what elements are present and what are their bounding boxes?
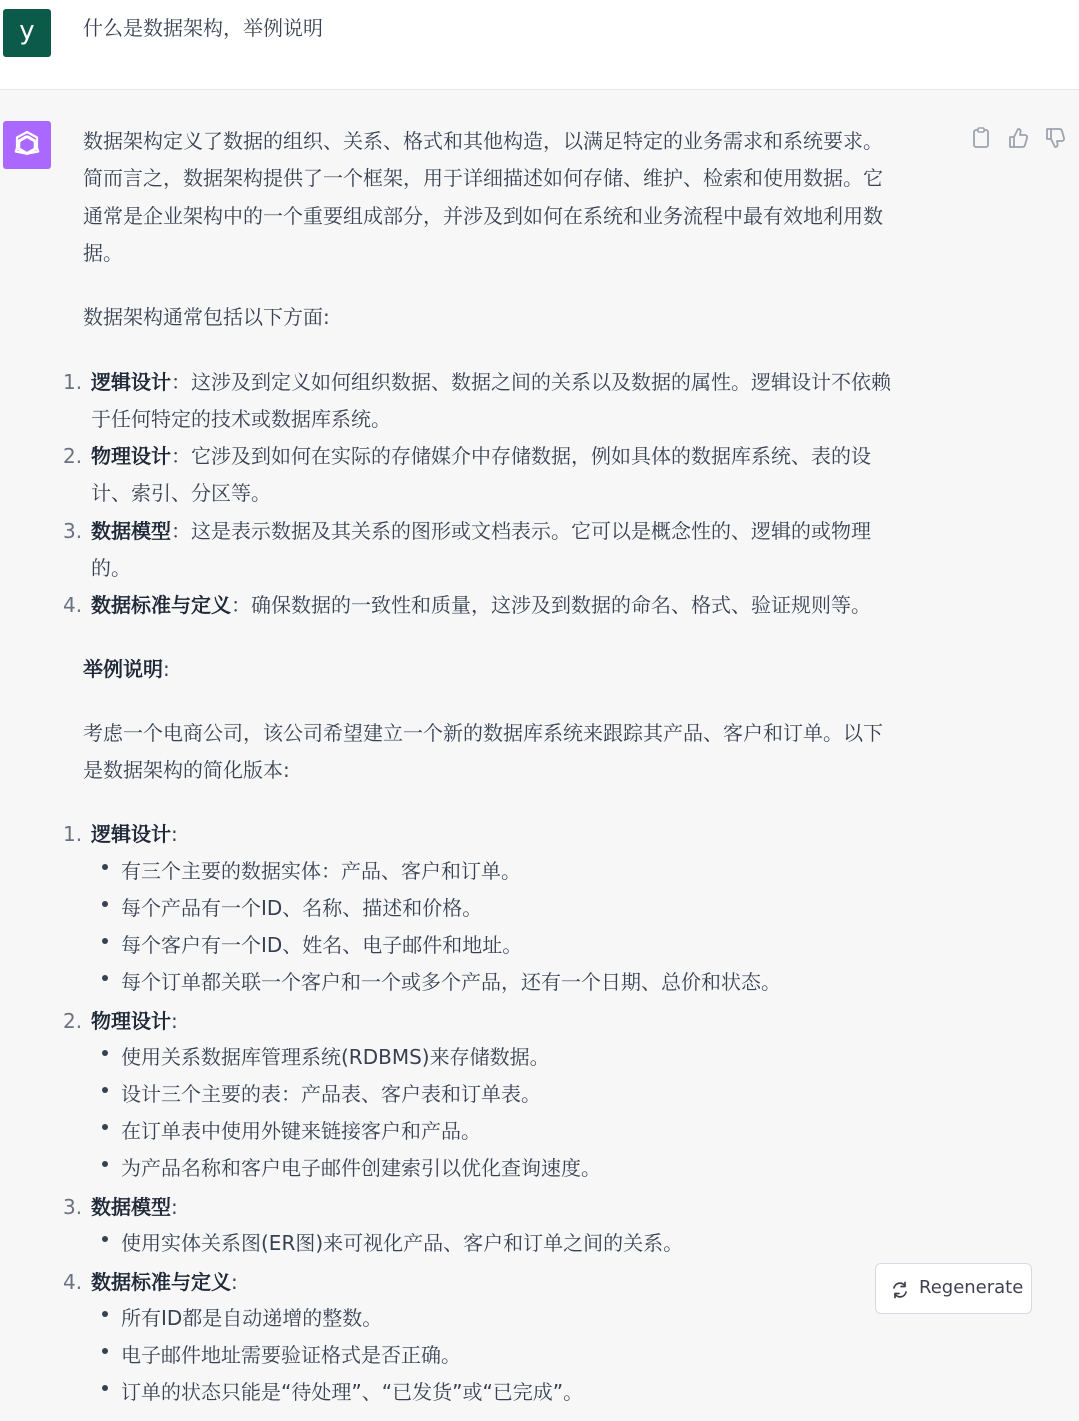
bullet-item: 每个产品有一个ID、名称、描述和价格。 <box>121 896 483 920</box>
bullet-item: 有三个主要的数据实体：产品、客户和订单。 <box>121 859 521 883</box>
bullet-dot <box>102 938 108 944</box>
intro-line: 通常是企业架构中的一个重要组成部分，并涉及到如何在系统和业务流程中最有效地利用数 <box>83 204 883 228</box>
bullet-item: 设计三个主要的表：产品表、客户表和订单表。 <box>121 1082 541 1106</box>
user-avatar: y <box>3 9 51 57</box>
list-number: 2. <box>63 1009 83 1033</box>
intro-line: 简而言之，数据架构提供了一个框架，用于详细描述如何存储、维护、检索和使用数据。它 <box>83 166 883 190</box>
list-item-cont: 的。 <box>91 556 131 580</box>
intro-line: 据。 <box>83 241 123 265</box>
bullet-item: 使用关系数据库管理系统(RDBMS)来存储数据。 <box>121 1045 550 1069</box>
bullet-dot <box>102 1161 108 1167</box>
bullet-item: 订单的状态只能是“待处理”、“已发货”或“已完成”。 <box>121 1380 584 1404</box>
bullet-dot <box>102 1348 108 1354</box>
list-number: 3. <box>63 1195 83 1219</box>
list-number: 4. <box>63 1270 83 1294</box>
bullet-item: 所有ID都是自动递增的整数。 <box>121 1306 383 1330</box>
bullet-dot <box>102 1385 108 1391</box>
bullet-item: 每个订单都关联一个客户和一个或多个产品，还有一个日期、总价和状态。 <box>121 970 781 994</box>
bullet-item: 电子邮件地址需要验证格式是否正确。 <box>121 1343 461 1367</box>
openai-logo-icon <box>9 127 45 163</box>
list-item-cont: 于任何特定的技术或数据库系统。 <box>91 407 391 431</box>
refresh-icon <box>891 1281 909 1299</box>
thumbs-up-icon[interactable] <box>1007 126 1029 150</box>
bullet-dot <box>102 864 108 870</box>
section-title: 物理设计: <box>91 1009 178 1033</box>
bullet-dot <box>102 1087 108 1093</box>
example-heading: 举例说明: <box>83 657 170 681</box>
bullet-dot <box>102 975 108 981</box>
list-item: 数据模型：这是表示数据及其关系的图形或文档表示。它可以是概念性的、逻辑的或物理 <box>91 519 871 543</box>
bullet-item: 在订单表中使用外键来链接客户和产品。 <box>121 1119 481 1143</box>
regenerate-button[interactable] <box>875 1263 1032 1314</box>
list-item-cont: 计、索引、分区等。 <box>91 481 271 505</box>
assistant-message-row <box>0 90 1079 1421</box>
list-item: 物理设计：它涉及到如何在实际的存储媒介中存储数据，例如具体的数据库系统、表的设 <box>91 444 871 468</box>
section-title: 逻辑设计: <box>91 822 178 846</box>
list-item: 数据标准与定义：确保数据的一致性和质量，这涉及到数据的命名、格式、验证规则等。 <box>91 593 871 617</box>
bullet-dot <box>102 1050 108 1056</box>
list-number: 1. <box>63 370 83 394</box>
list-number: 2. <box>63 444 83 468</box>
example-intro-line: 考虑一个电商公司，该公司希望建立一个新的数据库系统来跟踪其产品、客户和订单。以下 <box>83 721 883 745</box>
aspects-heading: 数据架构通常包括以下方面: <box>83 305 330 329</box>
bullet-item: 为产品名称和客户电子邮件创建索引以优化查询速度。 <box>121 1156 601 1180</box>
bullet-dot <box>102 1124 108 1130</box>
example-intro-line: 是数据架构的简化版本: <box>83 758 290 782</box>
section-title: 数据模型: <box>91 1195 178 1219</box>
assistant-avatar <box>3 121 51 169</box>
intro-line: 数据架构定义了数据的组织、关系、格式和其他构造，以满足特定的业务需求和系统要求。 <box>83 129 883 153</box>
bullet-dot <box>102 1236 108 1242</box>
bullet-dot <box>102 901 108 907</box>
list-number: 4. <box>63 593 83 617</box>
bullet-item: 使用实体关系图(ER图)来可视化产品、客户和订单之间的关系。 <box>121 1231 684 1255</box>
list-number: 3. <box>63 519 83 543</box>
list-item: 逻辑设计：这涉及到定义如何组织数据、数据之间的关系以及数据的属性。逻辑设计不依赖 <box>91 370 891 394</box>
section-title: 数据标准与定义: <box>91 1270 238 1294</box>
bullet-item: 每个客户有一个ID、姓名、电子邮件和地址。 <box>121 933 523 957</box>
user-message-row <box>0 0 1079 90</box>
user-message-text: 什么是数据架构，举例说明 <box>83 16 323 40</box>
clipboard-icon[interactable] <box>970 126 992 150</box>
bullet-dot <box>102 1311 108 1317</box>
thumbs-down-icon[interactable] <box>1044 126 1066 150</box>
list-number: 1. <box>63 822 83 846</box>
regenerate-label: Regenerate <box>919 1277 1024 1298</box>
